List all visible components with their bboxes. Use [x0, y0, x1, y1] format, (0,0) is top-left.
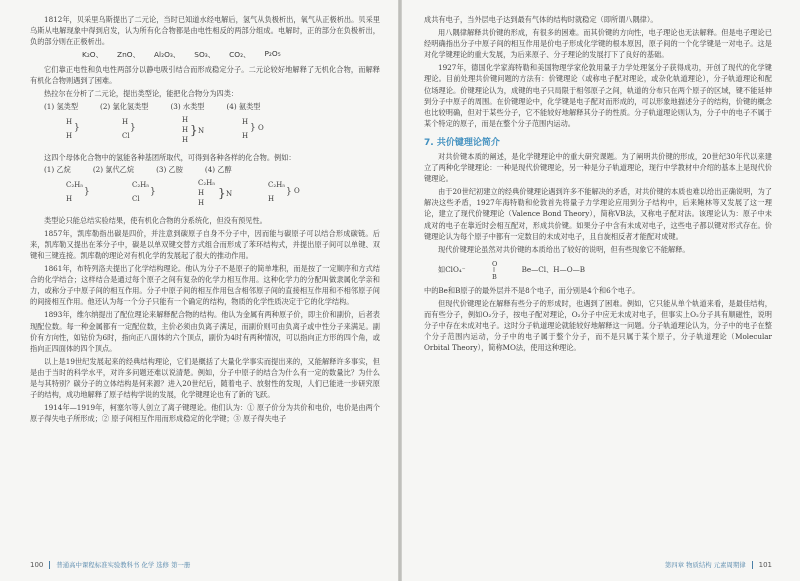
derivative-item: (3) 乙胺 — [156, 164, 183, 174]
svg-text:H: H — [182, 135, 189, 144]
svg-text:}: } — [218, 185, 226, 200]
svg-text:}: } — [150, 186, 156, 197]
hydrogen-type-structure — [64, 114, 94, 144]
water-type-structure — [240, 114, 274, 144]
paragraph: 1812年，贝采里乌斯提出了二元论，当时已知道水经电解后，氢气从负极析出，氧气从正极析出。贝采里乌斯从电解现象中得到启发，认为所有化合物都是由电性相反的两部分组成。电解时，正的部分在负极析出，负的部分则在正极析出。 — [30, 15, 380, 47]
derivative-item: (2) 氯代乙烷 — [92, 164, 135, 174]
ethanol-structure — [266, 177, 310, 207]
derivative-structures — [64, 177, 380, 211]
left-footer — [30, 560, 190, 569]
paragraph: 由于20世纪初建立的经典价键理论遇到许多不能解决的矛盾，对共价键的本质也难以给出正确说明，为了解决这些矛盾，1927年海特勒和伦敦首先将量子力学理论应用到分子结构中，后来鲍林等又发展了这一理论，建立了现代价键理论（Valence Bond Theory），简称VB法，又称电子配对法。该理论认为：原子中未成对的电子在靠近时会相互配对，形成共价键。如果分子中含有未成对电子，这些电子都以键对形式存在。价键理论认为每个原子中都有一定数目的未成对电子，且自旋相反者才能配对成键。 — [424, 187, 772, 241]
paragraph: 用八隅律解释共价键的形成，有很多的困难。而其价键的方向性，电子理论也无法解释。但是电子理论已经明确指出分子中原子间的相互作用是价电子形成化学键的根本原因，原子间的一个化学键是一对电子。这是对化学键理论的重大发展，为后来原子、分子理论的发展打下了良好的基础。 — [424, 28, 772, 60]
svg-text:H: H — [242, 117, 249, 126]
type-item: (3) 水类型 — [170, 101, 205, 111]
formula: ZnO、 — [117, 50, 140, 60]
formula: P₂O₅ — [264, 49, 281, 59]
paragraph: 对共价键本质的阐述，是化学键理论中的重大研究课题。为了阐明共价键的形成，20世纪30年代以来建立了两种化学键理论：一种是现代价键理论，另一种是分子轨道理论，现行中学教材中介绍的基本上是现代价键理论。 — [424, 151, 772, 184]
ammonia-type-structure — [180, 114, 214, 148]
type-structures — [64, 114, 380, 148]
ethane-structure — [64, 177, 104, 207]
chapter-title: 第四章 物质结构 元素周期律 — [664, 561, 746, 569]
svg-text:B: B — [491, 272, 497, 281]
paragraph: 以上是19世纪发展起来的经典结构理论，它们是概括了大量化学事实而提出来的，又能解释许多事实，但是由于当时的科学水平，对许多问题还难以说清楚。例如，分子中原子的结合为什么有一定的数量比？为什么是与其特别？碳分子的立体结构是何来源？进入20世纪后，随着电子、放射性的发现，人们已能进一步研究原子的结构，成功地解释了原子结构学说的发展，化学键理论也有了新的飞跃。 — [30, 356, 380, 400]
svg-text:}: } — [74, 122, 80, 133]
svg-text:H: H — [66, 194, 73, 203]
paragraph: 成共有电子，当外层电子达到最有气体的结构时就稳定（即所谓八隅律）。 — [424, 15, 658, 24]
paragraph: 中的Be和B原子的最外层并不是8个电子，而分别是4个和6个电子。 — [424, 285, 640, 295]
svg-text:}: } — [130, 122, 136, 133]
left-page — [0, 0, 398, 581]
svg-text:}: } — [250, 122, 256, 133]
paragraph: 热拉尔在分析了二元论，提出类型论，能把化合物分为四类： — [44, 89, 239, 99]
chloroethane-structure — [130, 177, 170, 207]
structure-example — [438, 259, 772, 281]
right-page — [402, 0, 800, 581]
footer-divider — [49, 561, 50, 569]
type-list — [44, 102, 380, 112]
svg-text:H: H — [242, 131, 249, 140]
oxide-formula-row — [82, 49, 380, 60]
derivative-list — [44, 165, 380, 175]
hcl-type-structure — [120, 114, 154, 144]
footer-divider — [752, 561, 753, 569]
svg-text:C₂H₅: C₂H₅ — [268, 180, 286, 189]
formula: SO₃、 — [194, 50, 216, 60]
paragraph: 它们靠正电性和负电性两部分以静电吸引结合而形成稳定分子。二元论较好地解释了无机化合物，而解释有机化合物则遇到了困难。 — [30, 65, 380, 86]
series-title: 普通高中课程标准实验教科书 化学 选修 第一册 — [56, 561, 191, 569]
svg-text:H: H — [182, 125, 189, 134]
svg-text:H: H — [182, 115, 189, 124]
formula: K₂O、 — [82, 50, 104, 60]
svg-text:O: O — [258, 123, 264, 132]
svg-text:}: } — [84, 186, 90, 197]
svg-text:N: N — [198, 126, 205, 135]
page-number: 100 — [30, 560, 44, 569]
svg-text:H: H — [122, 117, 129, 126]
page-number: 101 — [758, 560, 772, 569]
svg-text:H: H — [66, 117, 73, 126]
derivative-item: (1) 乙烷 — [44, 164, 71, 174]
svg-text:C₂H₅: C₂H₅ — [66, 180, 84, 189]
example-lead: 如ClO₄⁻ — [438, 264, 466, 274]
paragraph: 1893年，维尔纳提出了配位理论来解释配合物的结构。他认为金属有两种原子价，即主价和副价，后者表现配位数。每一种金属都有一定配位数，主价必须由负离子满足，而副价则可由负离子或中性分子来满足。副价有方向性，如钴价为6时，指向正八面体的六个顶点，副价为4时有两种情况，可以指向正方形的四个角，或指向正四面体的四个顶点。 — [30, 310, 380, 353]
type-item: (4) 氨类型 — [226, 101, 261, 111]
svg-text:H: H — [198, 198, 205, 207]
paragraph: 但现代价键理论在解释有些分子的形成时，也遇到了困难。例如，它只能从单个轨道来看，是最佳结构，而有些分子，例如O₂分子，按电子配对理论，O₂分子中应无未成对电子，但事实上O₂分子具有顺磁性，说明分子中存在未成对电子。这时分子轨道理论就能较好地解释这一问题。分子轨道理论认为，分子中的电子在整个分子范围内运动，分子中的电子属于整个分子，而不是只属于某个原子，分子轨道理论（Molecular Orbital Theory），简称MO法，使用这种理论。 — [424, 298, 772, 353]
type-item: (1) 氢类型 — [44, 101, 79, 111]
paragraph: 1861年，布特列洛夫提出了化学结构理论。他认为分子不是原子的简单堆积，而是按了一定顺序和方式结合的化学结合；这样结合是通过每个原子之间有复杂的化学力相互作用。这种化学力的分配叫做隶属化学亲和力，或称分子中原子间的相互作用。分子中原子间的相互作用包含相邻原子间的直接相互作用和不相邻原子间的间接相互作用。他还认为每一个分子只能有一个确定的结构，物质的化学性质决定于它的化学结构。 — [30, 264, 380, 307]
right-footer — [665, 560, 772, 569]
svg-text:Cl: Cl — [122, 131, 130, 140]
derivative-item: (4) 乙醇 — [204, 164, 232, 174]
paragraph: 1927年，德国化学家海特勒和美国物理学家伦敦用量子力学处理氢分子获得成功，开创了现代的化学键理论。目前处理共价键问题的方法有：价键理论（或称电子配对理论，或杂化轨道理论），分子轨道理论和配位场理论。价键理论认为，成键的电子只局限于相邻原子之间，轨道的分布只在两个原子的区域，键不能延伸到分子中原子的周围。在价键理论中，化学键是电子配对而形成的，可以形象地描述分子的结构，价键的概念也比较明确，但对于某些分子，它不能较好地解释其分子的性质。分子轨道理论则认为，分子中的电子不属于某个特定的原子，而是在整个分子范围内运动。 — [424, 63, 772, 128]
svg-text:O: O — [491, 259, 497, 268]
svg-text:C₂H₅: C₂H₅ — [132, 180, 150, 189]
ethylamine-structure — [196, 177, 240, 211]
svg-text:H: H — [66, 131, 73, 140]
paragraph: 类型论只能总结实验结果，使有机化合物的分系统化，但没有预见性。 — [44, 215, 267, 225]
paragraph: 1914年—1919年，柯塞尔等人创立了离子键理论。他们认为：① 原子价分为共价和电价，电价是由两个原子得失电子所形成；② 原子间相互作用而形成稳定的化学键；③ 原子得失电子 — [30, 403, 380, 424]
type-item: (2) 氯化氢类型 — [100, 101, 149, 111]
example-bonds: Be—Cl、H—O—B — [521, 264, 586, 274]
svg-text:C₂H₅: C₂H₅ — [198, 178, 216, 187]
boron-structure-diagram — [472, 259, 516, 281]
paragraph: 现代价键理论虽然对共价键的本质给出了较好的说明，但有些现象它不能解释。 — [438, 244, 690, 254]
svg-text:N: N — [226, 189, 233, 198]
svg-text:H: H — [268, 194, 275, 203]
formula: Al₂O₃、 — [154, 50, 181, 60]
svg-text:}: } — [190, 122, 198, 137]
paragraph: 这四个母体化合物中的氢能各种基团所取代，可得到各种各样的化合物。例如： — [44, 152, 296, 162]
svg-text:Cl: Cl — [132, 194, 140, 203]
formula: CO₂、 — [229, 50, 251, 60]
paragraph: 1857年，凯库勒指出碳是四价，并注意到碳原子自身不分子中，因而能与碳原子可以结合形成碳链。后来，凯库勒又提出在苯分子中，碳是以单双键交替方式组合而形成了苯环结构式，并提出原子间可以单键、双键和三键连接。凯库勒的理论对有机化学的发展起了很大的推动作用。 — [30, 228, 380, 260]
svg-text:H: H — [198, 188, 205, 197]
svg-text:O: O — [294, 186, 300, 195]
section-title: 7. 共价键理论简介 — [424, 137, 500, 148]
svg-text:}: } — [286, 186, 292, 197]
